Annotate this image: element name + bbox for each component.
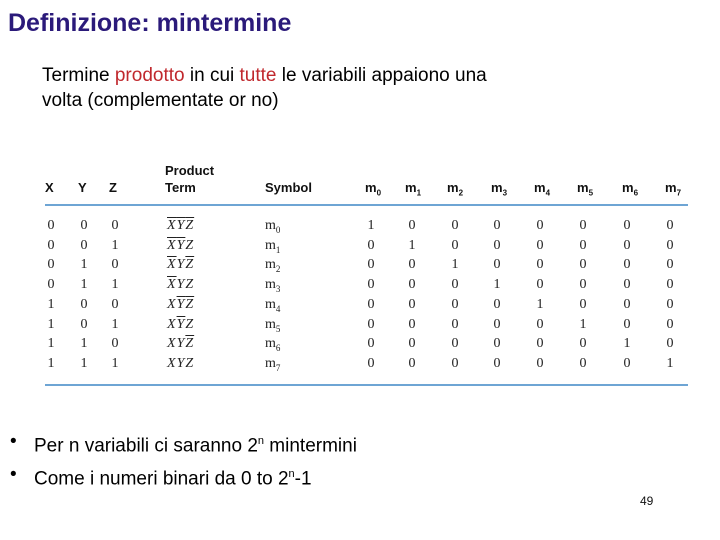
symbol-letter: m	[265, 237, 276, 253]
cell-m0: 1	[367, 218, 375, 233]
cell-m5: 0	[579, 355, 587, 371]
cell-product-term	[167, 277, 194, 293]
term-variable: Y	[176, 355, 186, 371]
intro-text-2: in cui	[184, 65, 240, 86]
cell-product-term	[167, 218, 194, 234]
cell-x: 0	[47, 218, 55, 233]
term-variable: Y	[176, 277, 186, 293]
header-symbol: Symbol	[265, 180, 312, 195]
cell-m5: 0	[579, 296, 587, 312]
symbol-letter: m	[265, 336, 276, 352]
cell-m5: 0	[579, 336, 587, 352]
cell-m7: 0	[666, 277, 674, 293]
cell-z: 0	[111, 296, 119, 312]
cell-m6: 1	[623, 336, 631, 352]
header-m4	[534, 180, 550, 198]
cell-m3: 0	[493, 336, 501, 352]
cell-m7: 1	[666, 355, 674, 371]
cell-m4: 0	[536, 218, 544, 233]
cell-y: 1	[80, 336, 88, 352]
cell-product-term	[167, 257, 194, 273]
cell-symbol	[265, 336, 280, 353]
header-m6	[622, 180, 638, 198]
term-variable: Z	[185, 355, 195, 371]
intro-text-1: Termine	[42, 65, 115, 86]
header-rule	[45, 204, 688, 206]
cell-m6: 0	[623, 218, 631, 233]
cell-m3: 0	[493, 355, 501, 371]
term-variable: $\overline{Z}$	[185, 257, 195, 273]
cell-m0: 0	[367, 277, 375, 293]
cell-z: 1	[111, 355, 119, 371]
cell-m7: 0	[666, 237, 674, 253]
cell-m3: 0	[493, 218, 501, 233]
header-x: X	[45, 180, 54, 195]
cell-m1: 0	[408, 316, 416, 332]
cell-m6: 0	[623, 237, 631, 253]
header-m7	[665, 180, 681, 198]
cell-m0: 0	[367, 237, 375, 253]
cell-m1: 0	[408, 355, 416, 371]
header-y: Y	[78, 180, 87, 195]
cell-x: 1	[47, 336, 55, 352]
cell-m1: 1	[408, 237, 416, 253]
cell-symbol	[265, 297, 280, 314]
cell-product-term	[167, 297, 194, 313]
term-variable: $\overline{X}$	[167, 277, 177, 293]
header-m-letter: m	[365, 180, 377, 195]
symbol-letter: m	[265, 316, 276, 332]
header-product: Product	[165, 163, 215, 178]
cell-m1: 0	[408, 296, 416, 312]
symbol-letter: m	[265, 355, 276, 371]
minterm-table	[45, 160, 688, 388]
bullet-text: Come i numeri binari da 0 to 2	[34, 468, 289, 490]
cell-m6: 0	[623, 257, 631, 273]
cell-m4: 0	[536, 336, 544, 352]
term-variable: Z	[185, 277, 195, 293]
cell-m2: 0	[451, 336, 459, 352]
cell-m1: 0	[408, 277, 416, 293]
term-variable: X	[167, 355, 177, 371]
symbol-letter: m	[265, 296, 276, 312]
symbol-index: 7	[275, 362, 281, 373]
term-variable: $\overline{Y}$	[176, 296, 186, 312]
cell-m4: 0	[536, 355, 544, 371]
term-variable: $\overline{X}$	[167, 218, 177, 233]
header-m-index: 6	[633, 188, 639, 198]
cell-m2: 0	[451, 218, 459, 233]
cell-m3: 0	[493, 257, 501, 273]
header-m0	[365, 180, 381, 198]
bullet-dot-icon: •	[10, 431, 17, 452]
term-variable: X	[167, 296, 177, 312]
cell-symbol	[265, 257, 280, 274]
symbol-letter: m	[265, 277, 276, 293]
header-m3	[491, 180, 507, 198]
bullet-tail: mintermini	[264, 435, 357, 457]
cell-m1: 0	[408, 336, 416, 352]
cell-y: 1	[80, 277, 88, 293]
cell-m5: 0	[579, 277, 587, 293]
header-m-index: 5	[588, 188, 594, 198]
cell-m0: 0	[367, 257, 375, 273]
cell-z: 1	[111, 316, 119, 332]
term-variable: X	[167, 336, 177, 352]
term-variable: $\overline{Y}$	[176, 316, 186, 332]
cell-m0: 0	[367, 316, 375, 332]
term-variable: $\overline{X}$	[167, 237, 177, 253]
cell-x: 0	[47, 237, 55, 253]
bullet-dot-icon: •	[10, 464, 17, 486]
term-variable: $\overline{Z}$	[185, 336, 195, 352]
symbol-index: 4	[275, 303, 281, 314]
term-variable: Z	[185, 316, 195, 332]
cell-z: 0	[111, 336, 119, 352]
cell-m6: 0	[623, 355, 631, 371]
cell-m2: 0	[451, 237, 459, 253]
term-variable: Y	[176, 336, 186, 352]
symbol-index: 3	[275, 283, 281, 294]
bullet-exponent: n	[288, 468, 295, 481]
term-variable: $\overline{Z}$	[185, 296, 195, 312]
cell-y: 0	[80, 296, 88, 312]
cell-y: 1	[80, 355, 88, 371]
cell-m6: 0	[623, 316, 631, 332]
header-m-index: 2	[458, 188, 464, 198]
cell-symbol	[265, 317, 280, 334]
cell-m1: 0	[408, 218, 416, 233]
cell-m2: 0	[451, 277, 459, 293]
cell-symbol	[265, 356, 280, 373]
symbol-index: 2	[275, 264, 281, 275]
cell-m5: 0	[579, 237, 587, 253]
cell-m4: 0	[536, 237, 544, 253]
term-variable: Y	[176, 257, 186, 273]
bullet-list	[8, 427, 688, 494]
cell-m4: 0	[536, 257, 544, 273]
cell-m4: 1	[536, 296, 544, 312]
header-term: Term	[165, 180, 196, 195]
cell-m5: 1	[579, 316, 587, 332]
cell-m3: 0	[493, 237, 501, 253]
bullet-exponent: n	[257, 435, 265, 447]
cell-m6: 0	[623, 296, 631, 312]
cell-m7: 0	[666, 336, 674, 352]
symbol-index: 1	[275, 244, 281, 255]
header-m-index: 7	[676, 188, 682, 198]
cell-z: 0	[111, 257, 119, 273]
intro-text-line2: volta (complementate or no)	[42, 90, 279, 111]
slide-title: Definizione: mintermine	[8, 9, 292, 37]
term-variable: $\overline{Y}$	[176, 218, 186, 233]
cell-m2: 0	[451, 355, 459, 371]
header-z: Z	[109, 180, 117, 195]
header-m-index: 0	[376, 188, 382, 198]
header-m1	[405, 180, 421, 198]
symbol-letter: m	[265, 257, 276, 273]
cell-x: 0	[47, 277, 55, 293]
intro-highlight-prodotto: prodotto	[114, 65, 185, 86]
header-m5	[577, 180, 593, 198]
cell-m7: 0	[666, 316, 674, 332]
header-m2	[447, 180, 463, 198]
cell-m5: 0	[579, 218, 587, 233]
term-variable: $\overline{Y}$	[176, 237, 186, 253]
cell-x: 0	[47, 257, 55, 273]
term-variable: $\overline{Z}$	[185, 218, 195, 233]
cell-m5: 0	[579, 257, 587, 273]
header-m-index: 3	[502, 188, 508, 198]
cell-m0: 0	[367, 336, 375, 352]
cell-m7: 0	[666, 296, 674, 312]
cell-x: 1	[47, 355, 55, 371]
bullet-item	[8, 460, 688, 493]
cell-y: 1	[80, 257, 88, 273]
cell-m2: 0	[451, 316, 459, 332]
header-m-letter: m	[534, 180, 546, 195]
cell-product-term	[167, 336, 194, 352]
symbol-index: 5	[275, 323, 281, 334]
header-m-letter: m	[447, 180, 459, 195]
header-m-letter: m	[577, 180, 589, 195]
cell-x: 1	[47, 316, 55, 332]
cell-m0: 0	[367, 296, 375, 312]
page-number: 49	[640, 494, 654, 508]
cell-y: 0	[80, 218, 88, 233]
symbol-index: 0	[275, 224, 281, 235]
bullet-item	[8, 427, 688, 460]
cell-m2: 0	[451, 296, 459, 312]
cell-m6: 0	[623, 277, 631, 293]
cell-z: 1	[111, 237, 119, 253]
cell-product-term	[167, 356, 194, 372]
header-m-index: 1	[416, 188, 422, 198]
cell-m3: 0	[493, 296, 501, 312]
bullet-text: Per n variabili ci saranno 2	[34, 435, 258, 457]
bottom-rule	[45, 384, 688, 386]
cell-m1: 0	[408, 257, 416, 273]
cell-symbol	[265, 277, 280, 294]
cell-m2: 1	[451, 257, 459, 273]
term-variable: Z	[185, 237, 195, 253]
intro-highlight-tutte: tutte	[239, 65, 277, 86]
cell-m0: 0	[367, 355, 375, 371]
cell-product-term	[167, 238, 194, 254]
intro-paragraph	[42, 63, 682, 113]
header-m-letter: m	[622, 180, 634, 195]
cell-z: 0	[111, 218, 119, 233]
header-m-letter: m	[405, 180, 417, 195]
cell-m3: 1	[493, 277, 501, 293]
cell-product-term	[167, 317, 194, 333]
cell-m4: 0	[536, 316, 544, 332]
header-m-letter: m	[491, 180, 503, 195]
intro-text-3: le variabili appaiono una	[276, 65, 487, 86]
symbol-index: 6	[275, 342, 281, 353]
term-variable: X	[167, 316, 177, 332]
cell-m7: 0	[666, 257, 674, 273]
cell-symbol	[265, 218, 280, 235]
cell-m7: 0	[666, 218, 674, 233]
cell-y: 0	[80, 237, 88, 253]
header-m-letter: m	[665, 180, 677, 195]
cell-m4: 0	[536, 277, 544, 293]
cell-y: 0	[80, 316, 88, 332]
cell-symbol	[265, 238, 280, 255]
cell-x: 1	[47, 296, 55, 312]
cell-m3: 0	[493, 316, 501, 332]
cell-z: 1	[111, 277, 119, 293]
header-m-index: 4	[545, 188, 551, 198]
bullet-tail: -1	[294, 468, 312, 490]
symbol-letter: m	[265, 218, 276, 233]
term-variable: $\overline{X}$	[167, 257, 177, 273]
